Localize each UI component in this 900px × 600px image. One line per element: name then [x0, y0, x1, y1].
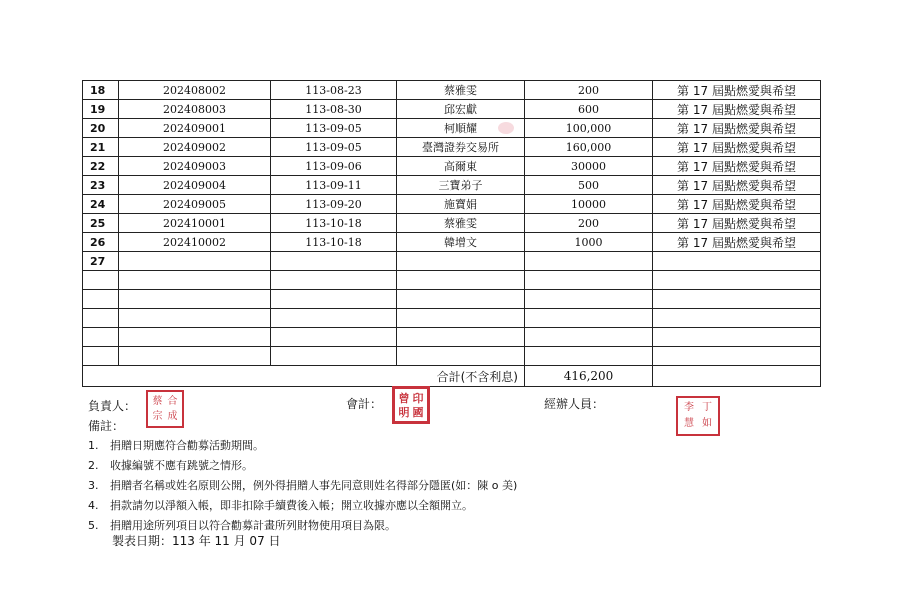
plan-name-cell: 第 17 屆點燃愛與希望: [653, 138, 821, 157]
row-number-cell: 22: [83, 157, 119, 176]
responsible-seal: 蔡 合 宗 成: [146, 390, 184, 428]
donation-ledger-table: [82, 80, 821, 387]
table-row: [83, 347, 821, 366]
plan-name-cell: 第 17 屆點燃愛與希望: [653, 233, 821, 252]
amount-cell: 100,000: [525, 119, 653, 138]
receipt-number-cell: [119, 328, 271, 347]
total-row: [83, 366, 821, 387]
amount-cell: 30000: [525, 157, 653, 176]
donation-date-cell: [271, 347, 397, 366]
donor-name-cell: 三寶弟子: [397, 176, 525, 195]
donation-date-cell: [271, 290, 397, 309]
table-row: [83, 271, 821, 290]
total-value: 416,200: [525, 366, 653, 387]
donor-name-cell: 高爾東: [397, 157, 525, 176]
table-row: [83, 176, 821, 195]
row-number-cell: 19: [83, 100, 119, 119]
plan-name-cell: [653, 252, 821, 271]
note-item: 2. 收據編號不應有跳號之情形。: [88, 459, 253, 472]
amount-cell: [525, 290, 653, 309]
receipt-number-cell: 202409004: [119, 176, 271, 195]
donor-name-cell: [397, 328, 525, 347]
made-date: 製表日期：113 年 11 月 07 日: [112, 534, 281, 548]
plan-name-cell: [653, 271, 821, 290]
plan-name-cell: [653, 328, 821, 347]
donation-date-cell: 113-10-18: [271, 214, 397, 233]
receipt-number-cell: 202410001: [119, 214, 271, 233]
row-number-cell: 26: [83, 233, 119, 252]
receipt-number-cell: 202409005: [119, 195, 271, 214]
handler-seal: 李 丁 慧 如: [676, 396, 720, 436]
donation-date-cell: 113-10-18: [271, 233, 397, 252]
total-empty-cell: [653, 366, 821, 387]
amount-cell: [525, 309, 653, 328]
receipt-number-cell: 202409002: [119, 138, 271, 157]
receipt-number-cell: 202409001: [119, 119, 271, 138]
amount-cell: [525, 347, 653, 366]
donation-date-cell: [271, 309, 397, 328]
donor-name-cell: 韓增文: [397, 233, 525, 252]
receipt-number-cell: 202409003: [119, 157, 271, 176]
amount-cell: 200: [525, 81, 653, 100]
total-label: 合計(不含利息): [83, 366, 525, 387]
plan-name-cell: 第 17 屆點燃愛與希望: [653, 214, 821, 233]
donation-date-cell: 113-09-05: [271, 119, 397, 138]
note-item: 4. 捐款請勿以淨額入帳，即非扣除手續費後入帳；開立收據亦應以全額開立。: [88, 499, 473, 512]
amount-cell: [525, 271, 653, 290]
table-row: [83, 119, 821, 138]
plan-name-cell: 第 17 屆點燃愛與希望: [653, 100, 821, 119]
row-number-cell: 24: [83, 195, 119, 214]
ink-smudge: [498, 122, 514, 134]
donor-name-cell: 施寶娟: [397, 195, 525, 214]
donation-date-cell: [271, 271, 397, 290]
receipt-number-cell: [119, 290, 271, 309]
donation-date-cell: 113-09-06: [271, 157, 397, 176]
plan-name-cell: 第 17 屆點燃愛與希望: [653, 195, 821, 214]
donation-date-cell: 113-09-11: [271, 176, 397, 195]
donor-name-cell: 蔡雅雯: [397, 81, 525, 100]
donor-name-cell: 臺灣證券交易所: [397, 138, 525, 157]
row-number-cell: 18: [83, 81, 119, 100]
table-row: [83, 328, 821, 347]
receipt-number-cell: [119, 271, 271, 290]
receipt-number-cell: [119, 252, 271, 271]
receipt-number-cell: 202410002: [119, 233, 271, 252]
donation-date-cell: [271, 252, 397, 271]
donor-name-cell: 柯順耀: [397, 119, 525, 138]
donor-name-cell: [397, 252, 525, 271]
amount-cell: 600: [525, 100, 653, 119]
row-number-cell: [83, 271, 119, 290]
donor-name-cell: [397, 290, 525, 309]
note-item: 1. 捐贈日期應符合勸募活動期間。: [88, 439, 264, 452]
table-row: [83, 252, 821, 271]
amount-cell: 1000: [525, 233, 653, 252]
donation-date-cell: 113-08-30: [271, 100, 397, 119]
table-row: [83, 290, 821, 309]
table-row: [83, 81, 821, 100]
donor-name-cell: 蔡雅雯: [397, 214, 525, 233]
table-row: [83, 233, 821, 252]
donation-date-cell: 113-09-20: [271, 195, 397, 214]
donor-name-cell: [397, 309, 525, 328]
receipt-number-cell: [119, 309, 271, 328]
table-row: [83, 309, 821, 328]
accounting-seal: 曾 印 明 國: [392, 386, 430, 424]
table-row: [83, 214, 821, 233]
plan-name-cell: 第 17 屆點燃愛與希望: [653, 119, 821, 138]
amount-cell: [525, 328, 653, 347]
table-row: [83, 157, 821, 176]
row-number-cell: 21: [83, 138, 119, 157]
row-number-cell: 27: [83, 252, 119, 271]
notes-title: 備註：: [88, 419, 125, 433]
responsible-label: 負責人：: [88, 399, 137, 413]
donor-name-cell: [397, 347, 525, 366]
row-number-cell: [83, 328, 119, 347]
donation-date-cell: 113-08-23: [271, 81, 397, 100]
table-row: [83, 100, 821, 119]
amount-cell: 500: [525, 176, 653, 195]
plan-name-cell: [653, 290, 821, 309]
row-number-cell: 20: [83, 119, 119, 138]
plan-name-cell: 第 17 屆點燃愛與希望: [653, 176, 821, 195]
plan-name-cell: 第 17 屆點燃愛與希望: [653, 157, 821, 176]
receipt-number-cell: 202408003: [119, 100, 271, 119]
notes-list: [88, 436, 517, 536]
donor-name-cell: 邱宏獻: [397, 100, 525, 119]
amount-cell: 160,000: [525, 138, 653, 157]
note-item: 5. 捐贈用途所列項目以符合勸募計畫所列財物使用項目為限。: [88, 519, 396, 532]
accounting-label: 會計：: [346, 397, 383, 411]
table-row: [83, 138, 821, 157]
handler-label: 經辦人員：: [544, 397, 605, 411]
plan-name-cell: [653, 347, 821, 366]
row-number-cell: [83, 347, 119, 366]
ledger-body: [83, 81, 821, 366]
row-number-cell: [83, 290, 119, 309]
row-number-cell: 25: [83, 214, 119, 233]
donation-date-cell: 113-09-05: [271, 138, 397, 157]
row-number-cell: [83, 309, 119, 328]
table-row: [83, 195, 821, 214]
receipt-number-cell: 202408002: [119, 81, 271, 100]
amount-cell: 10000: [525, 195, 653, 214]
amount-cell: 200: [525, 214, 653, 233]
donor-name-cell: [397, 271, 525, 290]
amount-cell: [525, 252, 653, 271]
donation-date-cell: [271, 328, 397, 347]
plan-name-cell: [653, 309, 821, 328]
receipt-number-cell: [119, 347, 271, 366]
note-item: 3. 捐贈者名稱或姓名原則公開，例外得捐贈人事先同意則姓名得部分隱匿(如：陳 o 美): [88, 479, 518, 492]
plan-name-cell: 第 17 屆點燃愛與希望: [653, 81, 821, 100]
row-number-cell: 23: [83, 176, 119, 195]
